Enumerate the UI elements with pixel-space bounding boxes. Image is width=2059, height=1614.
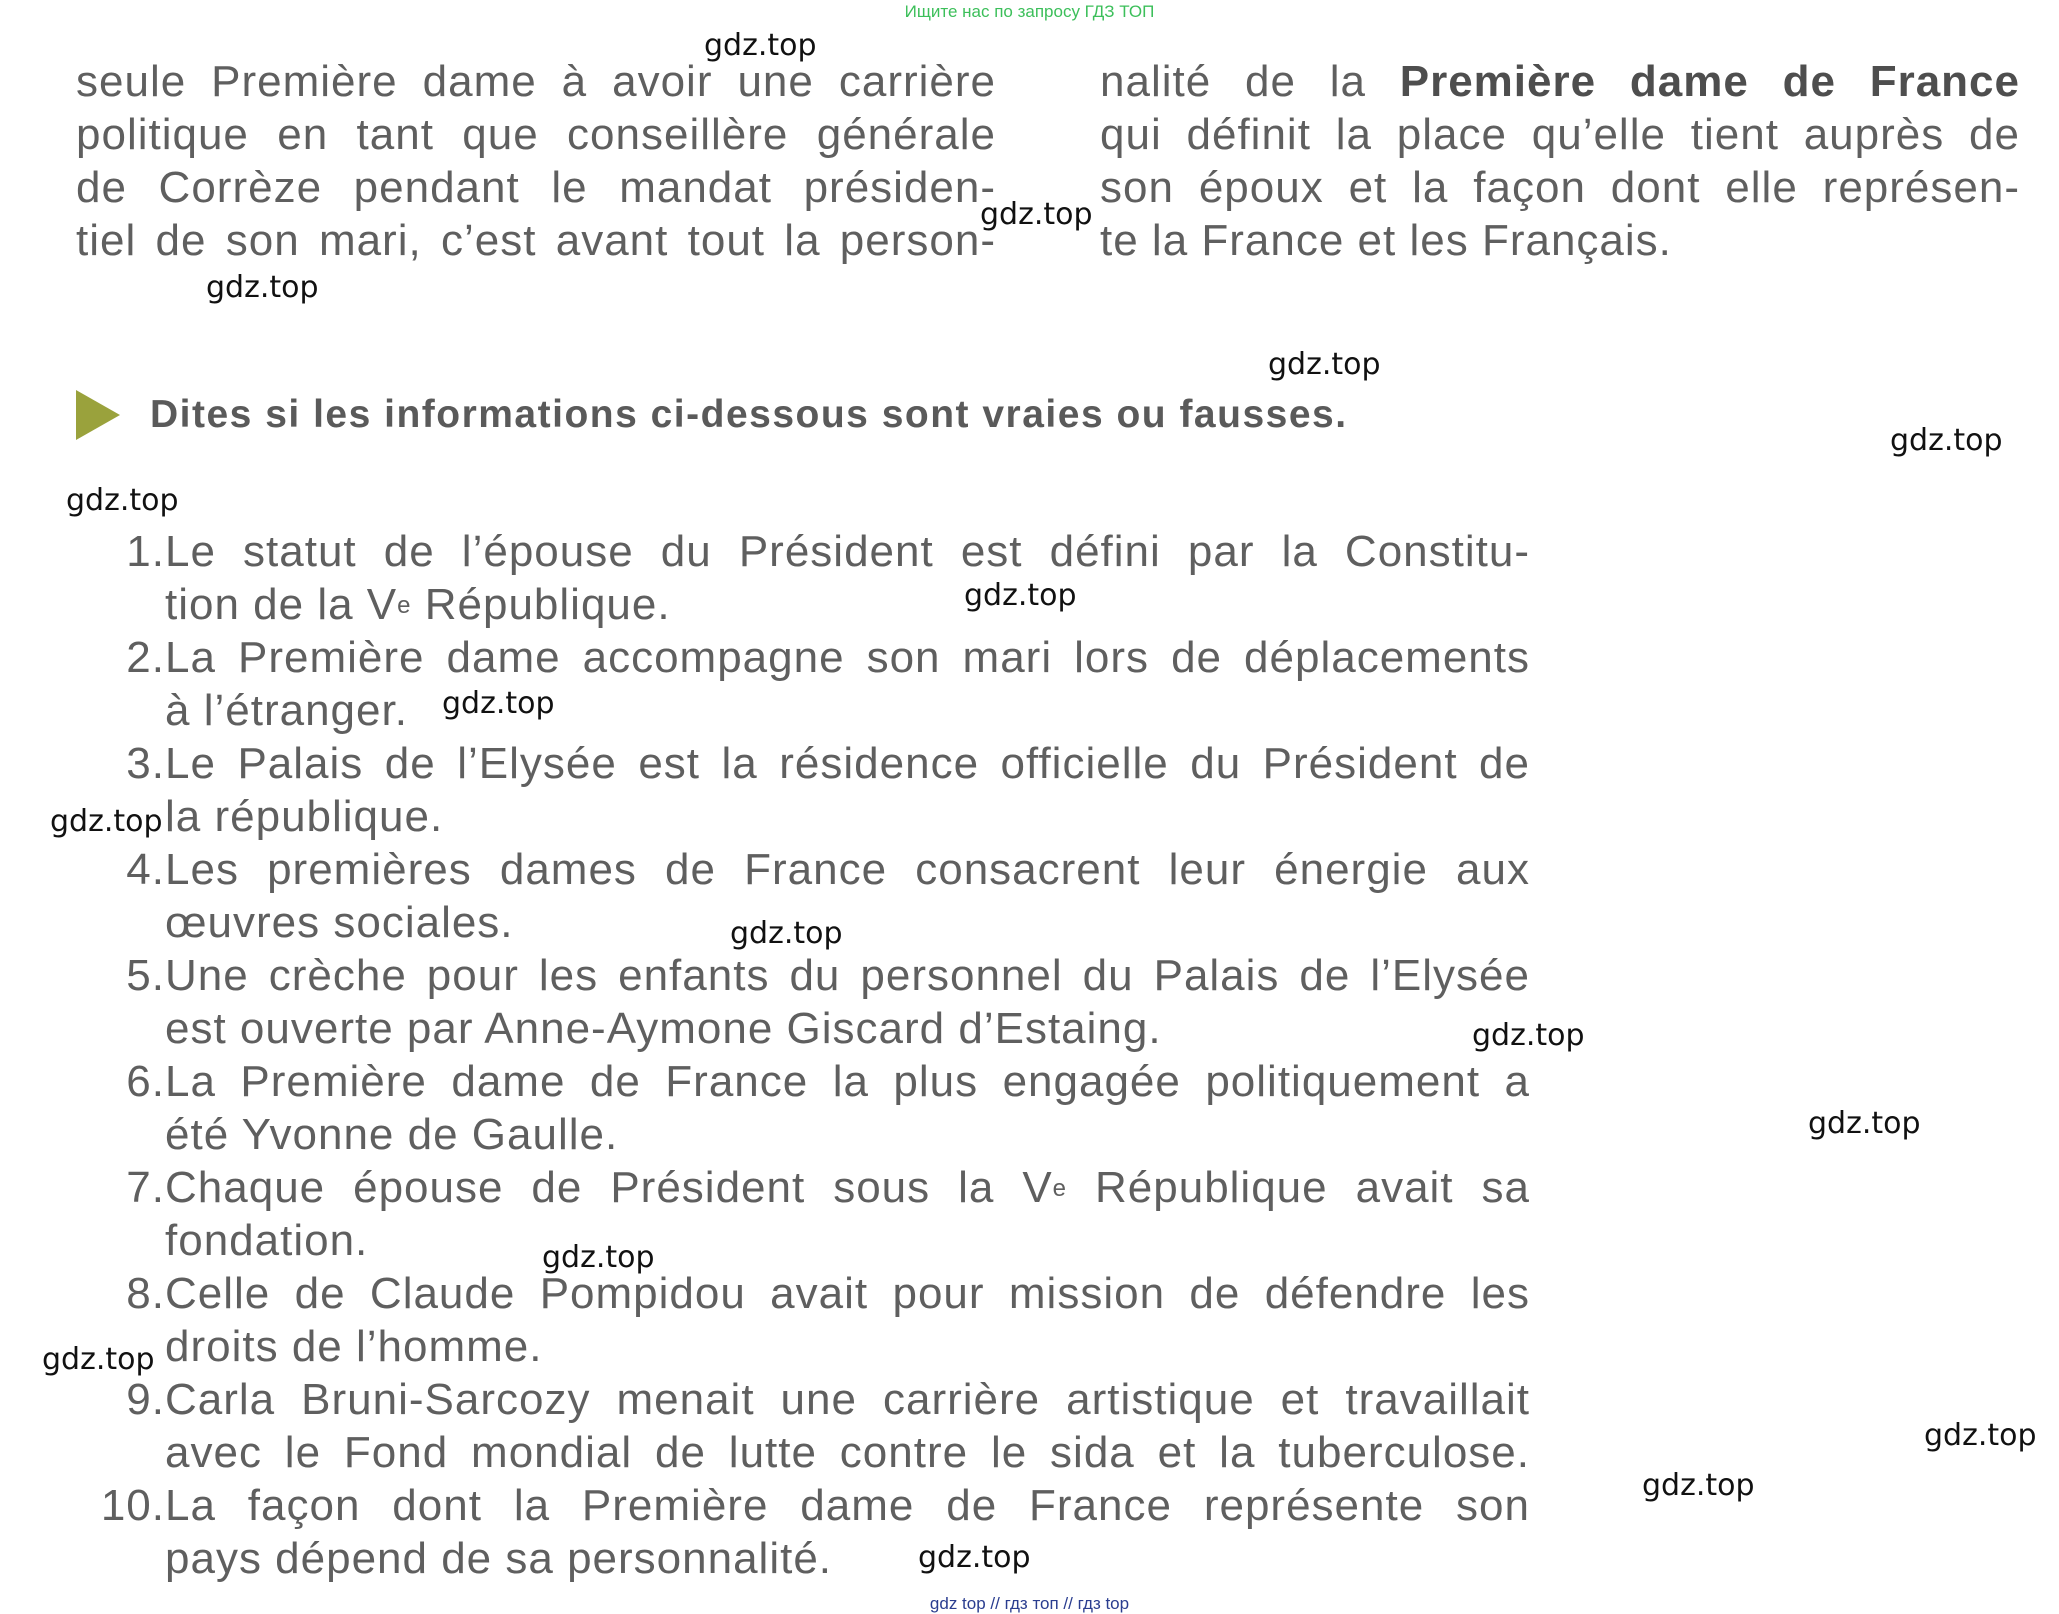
- watermark: gdz.top: [42, 1342, 155, 1377]
- item-number: 2.: [126, 633, 165, 682]
- watermark: gdz.top: [50, 804, 163, 839]
- watermark: gdz.top: [704, 28, 817, 63]
- item-number: 3.: [126, 739, 165, 788]
- watermark: gdz.top: [66, 483, 179, 518]
- list-item: [60, 1055, 1530, 1161]
- triangle-arrow-icon: [76, 390, 120, 440]
- watermark: gdz.top: [1924, 1418, 2037, 1453]
- item-text: Carla Bruni-Sarcozy menait une carrière artistique et travaillait avec le Fond mondial de lutte contre le sida et la tuberculose.: [165, 1375, 1530, 1477]
- list-item: [60, 1479, 1530, 1585]
- watermark: gdz.top: [542, 1240, 655, 1275]
- watermark: gdz.top: [1642, 1468, 1755, 1503]
- item-text: Celle de Claude Pompidou avait pour mission de défendre les droits de l’homme.: [165, 1269, 1530, 1371]
- watermark: gdz.top: [964, 578, 1077, 613]
- right-line-start: nalité de la: [1100, 57, 1400, 106]
- list-item: [60, 631, 1530, 737]
- right-line: qui définit la place qu’elle tient auprès de: [1100, 110, 2020, 159]
- item-text: Les premières dames de France consacrent leur énergie aux œuvres sociales.: [165, 845, 1530, 947]
- top-note: Ищите нас по запросу ГДЗ ТОП: [904, 2, 1155, 21]
- task-text: Dites si les informations ci-dessous sont vraies ou fausses.: [150, 393, 1348, 436]
- right-line: te la France et les Français.: [1100, 216, 1672, 265]
- item-text: Le statut de l’épouse du Président est défini par la Constitu- tion de la Ve République.: [165, 527, 1530, 629]
- item-number: 7.: [126, 1163, 165, 1212]
- watermark: gdz.top: [1890, 423, 2003, 458]
- list-item: [60, 1267, 1530, 1373]
- item-text: Une crèche pour les enfants du personnel du Palais de l’Elysée est ouverte par Anne-Aymone Giscard d’Estaing.: [165, 951, 1530, 1053]
- footer-note: gdz top // гдз топ // гдз top: [929, 1594, 1130, 1613]
- list-item: [60, 525, 1530, 631]
- list-item: [60, 737, 1530, 843]
- item-number: 6.: [126, 1057, 165, 1106]
- left-line: de Corrèze pendant le mandat présiden-: [76, 163, 996, 212]
- watermark: gdz.top: [442, 686, 555, 721]
- watermark: gdz.top: [1268, 347, 1381, 382]
- item-number: 9.: [126, 1375, 165, 1424]
- list-item: [60, 949, 1530, 1055]
- item-number: 8.: [126, 1269, 165, 1318]
- right-line: [1100, 55, 2020, 108]
- item-text: Le Palais de l’Elysée est la résidence officielle du Président de la république.: [165, 739, 1530, 841]
- item-number: 1.: [126, 527, 165, 576]
- statement-list: [60, 525, 1530, 1585]
- item-number: 4.: [126, 845, 165, 894]
- item-text: La façon dont la Première dame de France représente son pays dépend de sa personnalité.: [165, 1481, 1530, 1583]
- left-column: [76, 55, 996, 267]
- item-text: La Première dame accompagne son mari lors de déplacements à l’étranger.: [165, 633, 1530, 735]
- right-line: son époux et la façon dont elle représen-: [1100, 163, 2020, 212]
- watermark: gdz.top: [1808, 1106, 1921, 1141]
- item-text: Chaque épouse de Président sous la Ve République avait sa fondation.: [165, 1163, 1530, 1265]
- left-line: seule Première dame à avoir une carrière: [76, 57, 996, 106]
- item-text: La Première dame de France la plus engagée politiquement a été Yvonne de Gaulle.: [165, 1057, 1530, 1159]
- task-instruction: [76, 385, 1348, 445]
- watermark: gdz.top: [918, 1540, 1031, 1575]
- item-number: 10.: [100, 1481, 165, 1530]
- highlight-premiere-dame: Première dame de France: [1399, 57, 2020, 106]
- list-item: [60, 1373, 1530, 1479]
- item-number: 5.: [126, 951, 165, 1000]
- watermark: gdz.top: [730, 916, 843, 951]
- list-item: [60, 1161, 1530, 1267]
- left-line: tiel de son mari, c’est avant tout la person-: [76, 216, 996, 265]
- left-line: politique en tant que conseillère générale: [76, 110, 996, 159]
- watermark: gdz.top: [980, 197, 1093, 232]
- watermark: gdz.top: [1472, 1018, 1585, 1053]
- watermark: gdz.top: [206, 270, 319, 305]
- right-column: [1100, 55, 2020, 267]
